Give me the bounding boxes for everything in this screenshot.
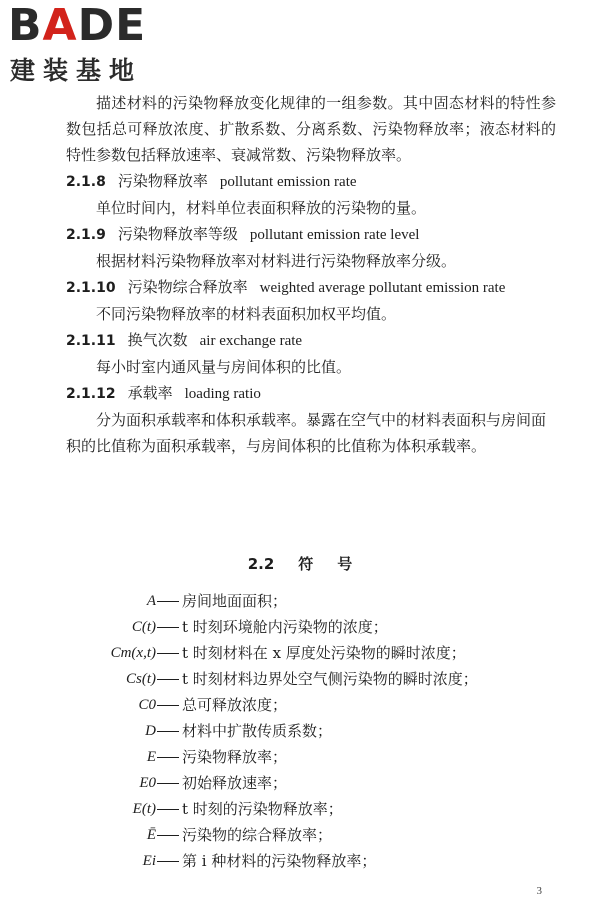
term-cn: 污染物释放率	[117, 172, 208, 190]
term-en: pollutant emission rate level	[249, 227, 420, 243]
symbol-description: t 时刻材料边界处空气侧污染物的瞬时浓度；	[182, 670, 478, 688]
term-cn: 污染物综合释放率	[127, 278, 248, 296]
term-number: 2.1.9	[66, 227, 106, 243]
dash-separator	[157, 757, 179, 758]
section-heading	[0, 553, 600, 574]
symbol: Ei	[142, 853, 156, 869]
dash-separator	[157, 731, 179, 732]
symbol: E	[146, 749, 156, 765]
symbol-description: 材料中扩散传质系数；	[182, 722, 333, 740]
term-cn: 承载率	[127, 384, 173, 402]
symbol-row	[0, 718, 600, 744]
term-definition: 不同污染物释放率的材料表面积加权平均值。	[96, 305, 397, 323]
term-cn: 污染物释放率等级	[117, 225, 238, 243]
symbol-description: 总可释放浓度；	[182, 696, 288, 714]
symbol-row	[0, 614, 600, 640]
intro-paragraph: 描述材料的污染物释放变化规律的一组参数。其中固态材料的特性参数包括总可释放浓度、扩散系数、分离系数、污染物释放率；液态材料的特性参数包括释放速率、衰减常数、污染物释放率。	[66, 94, 556, 164]
symbol-row	[0, 640, 600, 666]
section-title-b: 号	[337, 555, 353, 573]
term-number: 2.1.8	[66, 174, 106, 190]
logo	[8, 2, 176, 92]
term-en: air exchange rate	[199, 333, 303, 349]
dash-separator	[157, 601, 179, 602]
term-number: 2.1.12	[66, 386, 116, 402]
symbol: C(t)	[131, 619, 156, 635]
dash-separator	[157, 861, 179, 862]
dash-separator	[157, 705, 179, 706]
term-2-1-8	[66, 168, 556, 221]
term-number: 2.1.11	[66, 333, 116, 349]
symbol-description: t 时刻的污染物释放率；	[182, 800, 343, 818]
symbol-row	[0, 744, 600, 770]
term-en: weighted average pollutant emission rate	[259, 280, 506, 296]
dash-separator	[157, 809, 179, 810]
dash-separator	[157, 835, 179, 836]
symbol-list	[0, 588, 600, 874]
dash-separator	[157, 783, 179, 784]
dash-separator	[157, 679, 179, 680]
symbol-row	[0, 770, 600, 796]
symbol: Cs(t)	[126, 671, 156, 687]
symbol: C0	[138, 697, 156, 713]
symbol-row	[0, 822, 600, 848]
symbol: E(t)	[132, 801, 156, 817]
symbol: Cm(x,t)	[110, 645, 156, 661]
term-2-1-11	[66, 327, 556, 380]
term-2-1-12	[66, 380, 556, 459]
term-en: pollutant emission rate	[219, 174, 357, 190]
section-title-a: 符	[298, 555, 314, 573]
term-2-1-10	[66, 274, 556, 327]
term-en: loading ratio	[184, 386, 261, 402]
symbol-description: t 时刻材料在 x 厚度处污染物的瞬时浓度；	[182, 644, 466, 662]
dash-separator	[157, 653, 179, 654]
symbol: E0	[139, 775, 156, 791]
symbol-description: 第 i 种材料的污染物释放率；	[182, 852, 377, 870]
term-definition: 分为面积承载率和体积承载率。暴露在空气中的材料表面积与房间面积的比值称为面积承载率，与房间体积的比值称为体积承载率。	[66, 411, 547, 455]
logo-wordmark: BADE	[8, 0, 147, 51]
logo-subtitle: 建装基地	[10, 56, 143, 85]
symbol-description: 污染物释放率；	[182, 748, 288, 766]
section-number: 2.2	[247, 555, 275, 573]
symbol-row	[0, 666, 600, 692]
dash-separator	[157, 627, 179, 628]
symbol: D	[145, 723, 156, 739]
symbol-description: t 时刻环境舱内污染物的浓度；	[182, 618, 388, 636]
term-2-1-9	[66, 221, 556, 274]
symbol-description: 房间地面面积；	[182, 592, 288, 610]
symbol: A	[146, 593, 156, 609]
symbol: Ē	[146, 827, 156, 843]
term-cn: 换气次数	[127, 331, 188, 349]
page-number: 3	[536, 885, 542, 897]
term-definition: 单位时间内，材料单位表面积释放的污染物的量。	[96, 199, 427, 217]
symbol-description: 初始释放速率；	[182, 774, 288, 792]
term-definition: 根据材料污染物释放率对材料进行污染物释放率分级。	[96, 252, 457, 270]
symbol-row	[0, 796, 600, 822]
symbol-description: 污染物的综合释放率；	[182, 826, 333, 844]
term-definition: 每小时室内通风量与房间体积的比值。	[96, 358, 352, 376]
document-body	[66, 90, 556, 459]
symbol-row	[0, 588, 600, 614]
symbol-row	[0, 848, 600, 874]
symbol-row	[0, 692, 600, 718]
term-number: 2.1.10	[66, 280, 116, 296]
